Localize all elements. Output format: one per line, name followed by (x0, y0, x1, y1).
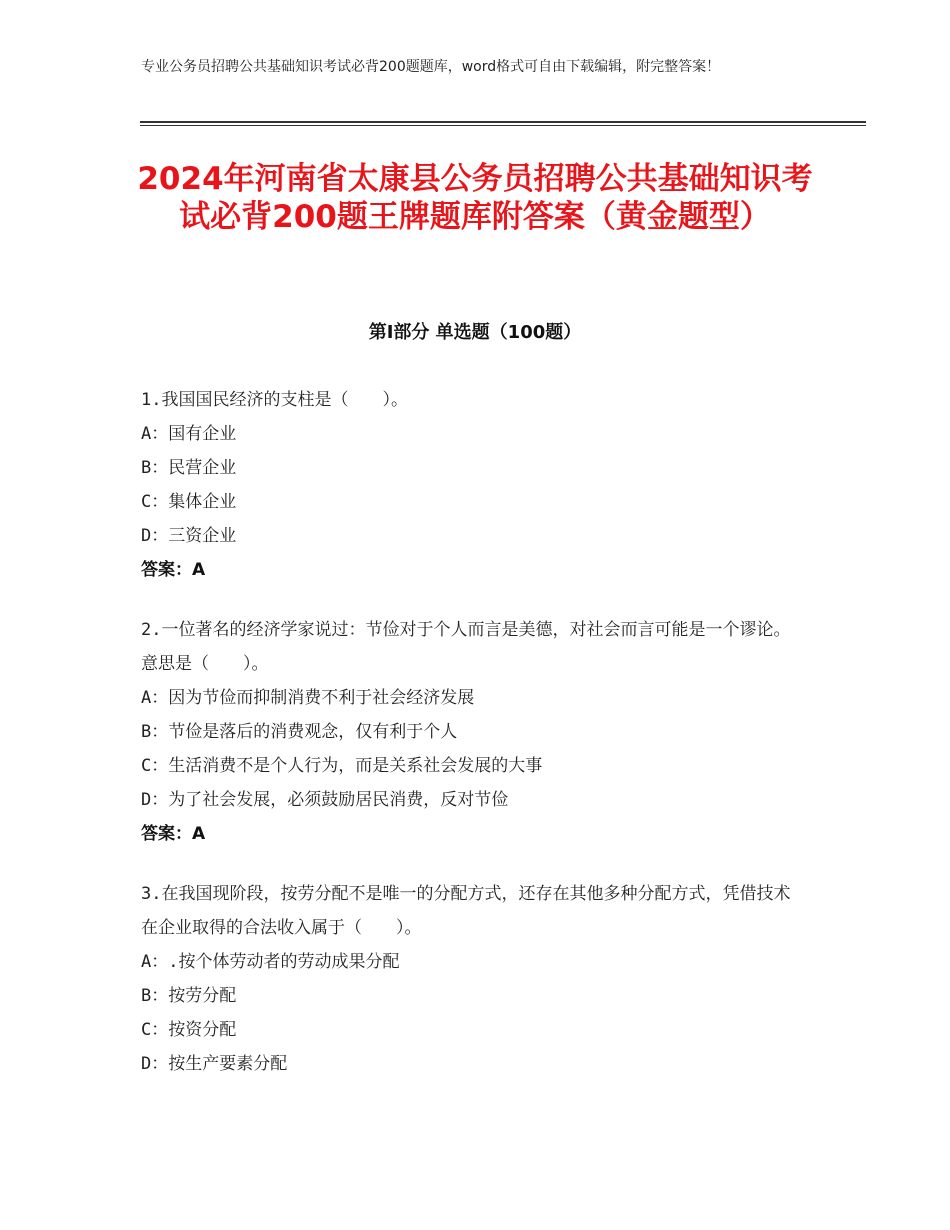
question-3 (141, 877, 801, 1081)
question-stem: 1.我国国民经济的支柱是（ ）。 (141, 390, 408, 410)
header-divider-thin (140, 125, 866, 126)
answer: 答案：A (141, 560, 206, 580)
question-1 (141, 383, 801, 587)
option-b: B：民营企业 (141, 458, 237, 478)
option-d: D：按生产要素分配 (141, 1054, 288, 1074)
option-b: B：节俭是落后的消费观念，仅有利于个人 (141, 722, 458, 742)
header-divider-thick (140, 121, 866, 123)
option-a: A：国有企业 (141, 424, 237, 444)
option-c: C：按资分配 (141, 1020, 237, 1040)
document-title: 2024年河南省太康县公务员招聘公共基础知识考试必背200题王牌题库附答案（黄金题型） (137, 161, 813, 235)
option-c: C：生活消费不是个人行为，而是关系社会发展的大事 (141, 756, 543, 776)
question-stem: 3.在我国现阶段，按劳分配不是唯一的分配方式，还存在其他多种分配方式，凭借技术在企业取得的合法收入属于（ ）。 (141, 884, 791, 938)
option-c: C：集体企业 (141, 492, 237, 512)
question-stem: 2.一位著名的经济学家说过：节俭对于个人而言是美德，对社会而言可能是一个谬论。意思是（ ）。 (141, 620, 791, 674)
option-d: D：为了社会发展，必须鼓励居民消费，反对节俭 (141, 790, 509, 810)
answer: 答案：A (141, 824, 206, 844)
question-2 (141, 613, 801, 851)
section-title: 第Ⅰ部分 单选题（100题） (368, 322, 582, 343)
option-a: A：因为节俭而抑制消费不利于社会经济发展 (141, 688, 475, 708)
option-a: A：.按个体劳动者的劳动成果分配 (141, 952, 400, 972)
header-note: 专业公务员招聘公共基础知识考试必背200题题库，word格式可自由下载编辑，附完整答案！ (141, 59, 721, 75)
question-list (141, 383, 801, 1107)
option-d: D：三资企业 (141, 526, 237, 546)
option-b: B：按劳分配 (141, 986, 237, 1006)
